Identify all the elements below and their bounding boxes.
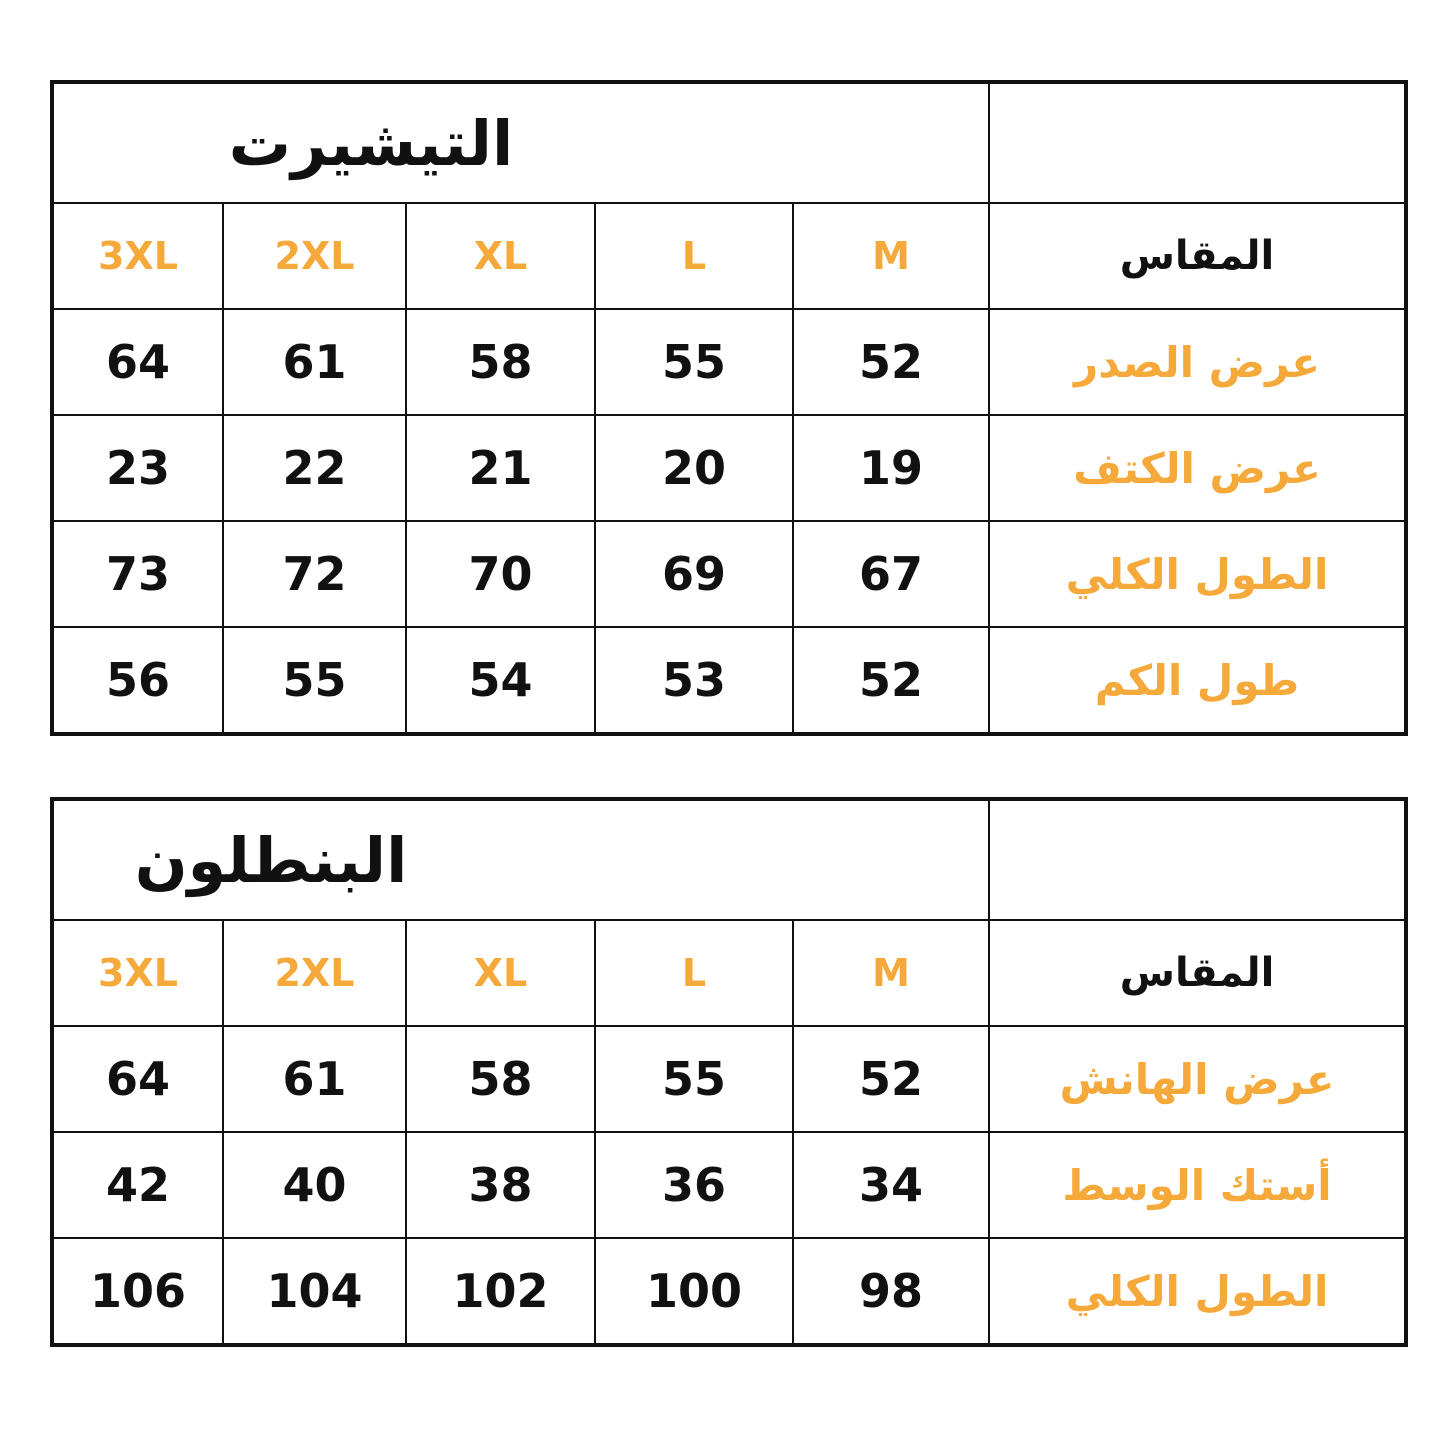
table-cell: 102 (406, 1238, 595, 1345)
pants-title-corner-cell (989, 799, 1406, 920)
pants-title-row (52, 799, 1406, 920)
pants-title-cell (52, 799, 989, 920)
table-cell: 54 (406, 627, 595, 734)
table-cell: 104 (223, 1238, 406, 1345)
table-cell: 38 (406, 1132, 595, 1238)
table-cell: 53 (595, 627, 793, 734)
row-label: الطول الكلي (989, 521, 1406, 627)
table-cell: 64 (52, 309, 223, 415)
pants-size-header-row (52, 920, 1406, 1026)
tshirt-title-cell (52, 82, 989, 203)
tshirt-row-shoulder (52, 415, 1406, 521)
table-cell: 69 (595, 521, 793, 627)
pants-measure-label: المقاس (989, 920, 1406, 1026)
table-cell: 55 (595, 309, 793, 415)
pants-size-m: M (793, 920, 989, 1026)
row-label: أستك الوسط (989, 1132, 1406, 1238)
tshirt-title-row (52, 82, 1406, 203)
pants-size-xl: XL (406, 920, 595, 1026)
table-cell: 55 (223, 627, 406, 734)
table-cell: 61 (223, 309, 406, 415)
tshirt-size-2xl: 2XL (223, 203, 406, 309)
table-cell: 100 (595, 1238, 793, 1345)
pants-row-crotch-width (52, 1026, 1406, 1132)
tshirt-row-sleeve-length (52, 627, 1406, 734)
table-cell: 106 (52, 1238, 223, 1345)
tshirt-size-m: M (793, 203, 989, 309)
table-cell: 98 (793, 1238, 989, 1345)
table-cell: 73 (52, 521, 223, 627)
row-label: عرض الصدر (989, 309, 1406, 415)
table-cell: 22 (223, 415, 406, 521)
row-label: عرض الهانش (989, 1026, 1406, 1132)
row-label: طول الكم (989, 627, 1406, 734)
table-cell: 72 (223, 521, 406, 627)
tshirt-title-corner-cell (989, 82, 1406, 203)
tshirt-row-chest (52, 309, 1406, 415)
table-cell: 67 (793, 521, 989, 627)
tshirt-size-3xl: 3XL (52, 203, 223, 309)
pants-size-2xl: 2XL (223, 920, 406, 1026)
tshirt-size-header-row (52, 203, 1406, 309)
table-cell: 56 (52, 627, 223, 734)
row-label: الطول الكلي (989, 1238, 1406, 1345)
row-label: عرض الكتف (989, 415, 1406, 521)
tshirt-measure-label: المقاس (989, 203, 1406, 309)
table-cell: 19 (793, 415, 989, 521)
tshirt-size-xl: XL (406, 203, 595, 309)
table-cell: 36 (595, 1132, 793, 1238)
table-cell: 61 (223, 1026, 406, 1132)
table-cell: 20 (595, 415, 793, 521)
table-cell: 64 (52, 1026, 223, 1132)
table-cell: 52 (793, 309, 989, 415)
pants-size-l: L (595, 920, 793, 1026)
pants-size-3xl: 3XL (52, 920, 223, 1026)
tshirt-title: التيشيرت (228, 106, 514, 180)
pants-row-total-length (52, 1238, 1406, 1345)
tshirt-size-table (50, 80, 1408, 736)
table-cell: 21 (406, 415, 595, 521)
table-cell: 70 (406, 521, 595, 627)
table-cell: 34 (793, 1132, 989, 1238)
table-cell: 52 (793, 627, 989, 734)
tshirt-size-l: L (595, 203, 793, 309)
pants-title: البنطلون (134, 823, 408, 897)
table-cell: 23 (52, 415, 223, 521)
table-cell: 42 (52, 1132, 223, 1238)
table-cell: 52 (793, 1026, 989, 1132)
table-cell: 58 (406, 1026, 595, 1132)
table-cell: 40 (223, 1132, 406, 1238)
tshirt-row-total-length (52, 521, 1406, 627)
pants-size-table (50, 797, 1408, 1347)
pants-row-waist-elastic (52, 1132, 1406, 1238)
table-cell: 55 (595, 1026, 793, 1132)
table-cell: 58 (406, 309, 595, 415)
